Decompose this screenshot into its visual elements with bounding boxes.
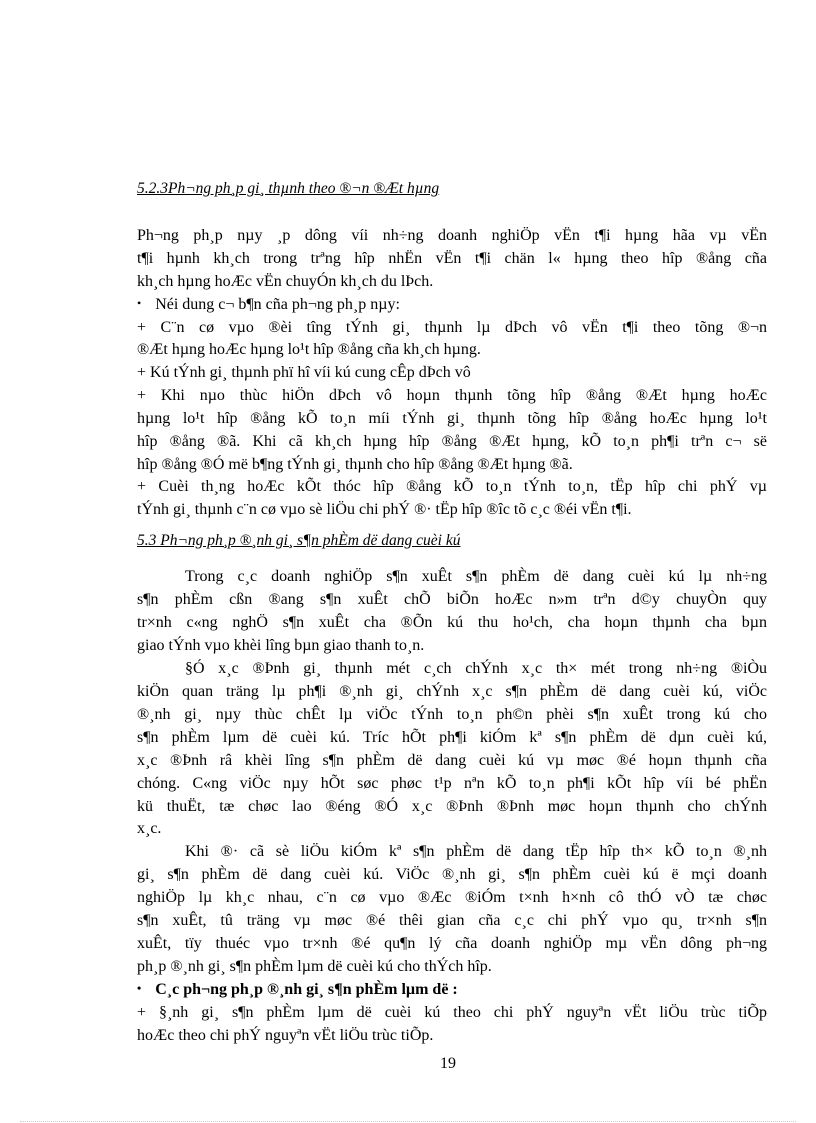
paragraph-line: tr×nh c«ng nghÖ s¶n xuÊt cha ®Õn kú thu ho¹ch, cha hoµn thµnh cha bµn bbox=[137, 614, 767, 631]
bullet-item bbox=[137, 294, 400, 316]
section-heading-5-3: 5.3 Ph¬ng ph¸p ®¸nh gi¸ s¶n phÈm dë dang cuèi kú bbox=[137, 532, 461, 549]
paragraph-line: x¸c ®Þnh râ khèi lîng s¶n phÈm dë dang cuèi kú vµ møc ®é hoµn thµnh cña bbox=[137, 752, 767, 769]
plus-line: tÝnh gi¸ thµnh c¨n cø vµo sè liÖu chi phÝ ®· tËp hîp ®îc tõ c¸c ®éi vËn t¶i. bbox=[137, 501, 632, 518]
plus-line: hîp ®ång ®Ó më b¶ng tÝnh gi¸ thµnh cho hîp ®ång ®Æt hµng ®ã. bbox=[137, 456, 573, 473]
bullet-icon: • bbox=[137, 981, 142, 995]
paragraph-line: x¸c. bbox=[137, 820, 162, 837]
paragraph-line: ®¸nh gi¸ nµy thùc chÊt lµ viÖc tÝnh to¸n ph©n phèi s¶n xuÊt trong kú cho bbox=[137, 706, 767, 723]
bullet-text: Néi dung c¬ b¶n cña ph¬ng ph¸p nµy: bbox=[155, 296, 400, 313]
paragraph-line: t¶i hµnh kh¸ch trong trªng hîp nhËn vËn t¶i chän l« hµng theo hîp ®ång cña bbox=[137, 250, 767, 267]
paragraph-line: ph¸p ®¸nh gi¸ s¶n phÈm lµm dë cuèi kú cho thÝch hîp. bbox=[137, 958, 492, 975]
paragraph-line: gi¸ s¶n phÈm dë dang cuèi kú. ViÖc ®¸nh gi¸ s¶n phÈm cuèi kú ë mçi doanh bbox=[137, 866, 767, 883]
bullet-item bbox=[137, 979, 458, 1001]
paragraph-line: kü thuËt, tæ chøc lao ®éng ®Ó x¸c ®Þnh ®Þnh møc hoµn thµnh cho chÝnh bbox=[137, 798, 767, 815]
paragraph-line: Khi ®· cã sè liÖu kiÓm kª s¶n phÈm dë dang tËp hîp th× kÕ to¸n ®¸nh bbox=[185, 843, 767, 860]
paragraph-line: xuÊt, tïy thuéc vµo tr×nh ®é qu¶n lý cña doanh nghiÖp mµ vËn dông ph¬ng bbox=[137, 935, 767, 952]
paragraph-line: s¶n phÈm cßn ®ang s¶n xuÊt chÕ biÕn hoÆc n»m trªn d©y chuyÒn quy bbox=[137, 591, 767, 608]
page-bottom-divider bbox=[20, 1121, 796, 1122]
plus-line: + Kú tÝnh gi¸ thµnh phï hî víi kú cung cÊp dÞch vô bbox=[137, 364, 471, 381]
paragraph-line: s¶n xuÊt, tû träng vµ møc ®é thêi gian cña c¸c chi phÝ vµo qu¸ tr×nh s¶n bbox=[137, 912, 767, 929]
plus-line: + §¸nh gi¸ s¶n phÈm lµm dë cuèi kú theo chi phÝ nguyªn vËt liÖu trùc tiÕp bbox=[137, 1004, 767, 1021]
paragraph-line: kh¸ch hµng hoÆc vËn chuyÓn kh¸ch du lÞch. bbox=[137, 273, 434, 290]
plus-line: + Cuèi th¸ng hoÆc kÕt thóc hîp ®ång kÕ to¸n tÝnh to¸n, tËp hîp chi phÝ vµ bbox=[137, 478, 767, 495]
paragraph-line: nghiÖp lµ kh¸c nhau, c¨n cø vµo ®Æc ®iÓm t×nh h×nh cô thÓ vÒ tæ chøc bbox=[137, 889, 767, 906]
bullet-icon: • bbox=[137, 296, 142, 310]
plus-line: ®Æt hµng hoÆc hµng lo¹t hîp ®ång cña kh¸ch hµng. bbox=[137, 341, 481, 358]
paragraph-line: Ph¬ng ph¸p nµy ¸p dông víi nh÷ng doanh nghiÖp vËn t¶i hµng hãa vµ vËn bbox=[137, 227, 767, 244]
plus-line: + C¨n cø vµo ®èi tîng tÝnh gi¸ thµnh lµ dÞch vô vËn t¶i theo tõng ®¬n bbox=[137, 319, 767, 336]
paragraph-line: chóng. C«ng viÖc nµy hÕt søc phøc t¹p nªn kÕ to¸n ph¶i kÕt hîp víi bé phËn bbox=[137, 775, 767, 792]
paragraph-line: s¶n phÈm lµm dë cuèi kú. Tríc hÕt ph¶i kiÓm kª s¶n phÈm dë dµn cuèi kú, bbox=[137, 729, 767, 746]
page-number: 19 bbox=[440, 1055, 456, 1072]
plus-line: hîp ®ång ®ã. Khi cã kh¸ch hµng hîp ®ång ®Æt hµng, kÕ to¸n ph¶i trªn c¬ së bbox=[137, 433, 767, 450]
plus-line: hµng lo¹t hîp ®ång kÕ to¸n míi tÝnh gi¸ thµnh tõng hîp ®ång hoÆc hµng lo¹t bbox=[137, 410, 767, 427]
paragraph-line: giao tÝnh vµo khèi lîng bµn giao thanh to¸n. bbox=[137, 637, 425, 654]
paragraph-line: kiÖn quan träng lµ ph¶i ®¸nh gi¸ chÝnh x¸c s¶n phÈm dë dang cuèi kú, viÖc bbox=[137, 683, 767, 700]
plus-line: + Khi nµo thùc hiÖn dÞch vô hoµn thµnh tõng hîp ®ång ®Æt hµng hoÆc bbox=[137, 387, 767, 404]
paragraph-line: §Ó x¸c ®Þnh gi¸ thµnh mét c¸ch chÝnh x¸c th× mét trong nh÷ng ®iÒu bbox=[185, 660, 767, 677]
section-heading-5-2-3: 5.2.3Ph¬ng ph¸p gi¸ thµnh theo ®¬n ®Æt hµng bbox=[137, 180, 440, 197]
bullet-text: C¸c ph¬ng ph¸p ®¸nh gi¸ s¶n phÈm lµm dë : bbox=[155, 981, 458, 998]
plus-line: hoÆc theo chi phÝ nguyªn vËt liÖu trùc tiÕp. bbox=[137, 1027, 434, 1044]
paragraph-line: Trong c¸c doanh nghiÖp s¶n xuÊt s¶n phÈm dë dang cuèi kú lµ nh÷ng bbox=[185, 568, 767, 585]
